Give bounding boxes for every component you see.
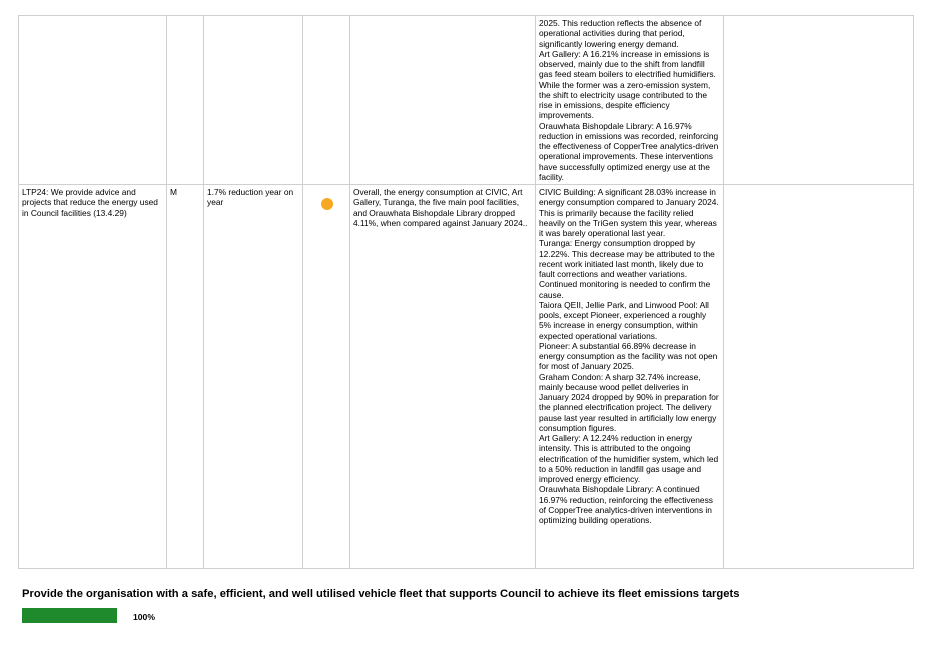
commentary-paragraph: CIVIC Building: A significant 28.03% increase in energy consumption compared to January 2024. This is primarily because the facility relied heavily on the TriGen system this year, whereas it was barely operational last year. <box>539 187 719 238</box>
commentary-paragraph: Art Gallery: A 12.24% reduction in energy intensity. This is attributed to the ongoing electrification of the humidifier system, which led to a 50% reduction in landfill gas usage and improved energy efficiency. <box>539 433 719 484</box>
amber-status-dot-icon <box>321 198 333 210</box>
table-row-energy-measure <box>19 185 914 569</box>
commentary-paragraph: Art Gallery: A 16.21% increase in emissions is observed, mainly due to the shift from landfill gas feed steam boilers to electrified humidifiers. While the former was a zero-emission system, the shift to electricity usage contributed to the rise in emissions, despite efficiency improvements. <box>539 48 716 121</box>
commentary-cell <box>536 185 724 569</box>
target-cell <box>204 16 303 185</box>
measure-cell <box>19 16 167 185</box>
target-cell: 1.7% reduction year on year <box>204 185 303 569</box>
commentary-paragraph: 2025. This reduction reflects the absence of operational activities during that period, significantly lowering energy demand. <box>539 18 702 49</box>
performance-table <box>18 15 914 569</box>
status-cell <box>303 185 350 569</box>
section-title: Provide the organisation with a safe, efficient, and well utilised vehicle fleet that supports Council to achieve its fleet emissions targets <box>22 588 740 600</box>
empty-cell <box>724 185 914 569</box>
progress-bar-fill <box>22 608 117 623</box>
summary-cell <box>350 16 536 185</box>
type-cell <box>167 16 204 185</box>
type-cell: M <box>167 185 204 569</box>
commentary-paragraph: Orauwhata Bishopdale Library: A 16.97% reduction in emissions was recorded, reinforcing the effectiveness of CopperTree analytics-driven operational improvements. These interventions have successfully optimized energy use at the facility. <box>539 120 719 182</box>
commentary-paragraph: Taiora QEII, Jellie Park, and Linwood Pool: All pools, except Pioneer, experienced a roughly 5% increase in energy consumption, within expected operational variations. <box>539 299 709 341</box>
table-row-continuation <box>19 16 914 185</box>
status-cell <box>303 16 350 185</box>
measure-cell: LTP24: We provide advice and projects that reduce the energy used in Council facilities (13.4.29) <box>19 185 167 569</box>
commentary-paragraph: Turanga: Energy consumption dropped by 12.22%. This decrease may be attributed to the recent work initiated last month, likely due to fault corrections and weather variations. Continued monitoring is needed to confirm the cause. <box>539 238 715 300</box>
commentary-paragraph: Orauwhata Bishopdale Library: A continued 16.97% reduction, reinforcing the effectiveness of CopperTree analytics-driven interventions in optimizing building operations. <box>539 484 713 525</box>
commentary-cell <box>536 16 724 185</box>
empty-cell <box>724 16 914 185</box>
progress-bar <box>22 608 117 623</box>
commentary-paragraph: Graham Condon: A sharp 32.74% increase, mainly because wood pellet deliveries in January 2024 dropped by 90% in preparation for the planned electrification project. The delivery pause last year resulted in artificially low energy consumption figures. <box>539 371 719 433</box>
progress-label: 100% <box>133 612 155 622</box>
summary-cell: Overall, the energy consumption at CIVIC, Art Gallery, Turanga, the five main pool facilities, and Orauwhata Bishopdale Library dropped 4.11%, when compared against January 2024.. <box>350 185 536 569</box>
commentary-paragraph: Pioneer: A substantial 66.89% decrease in energy consumption as the facility was not open for most of January 2025. <box>539 340 718 372</box>
